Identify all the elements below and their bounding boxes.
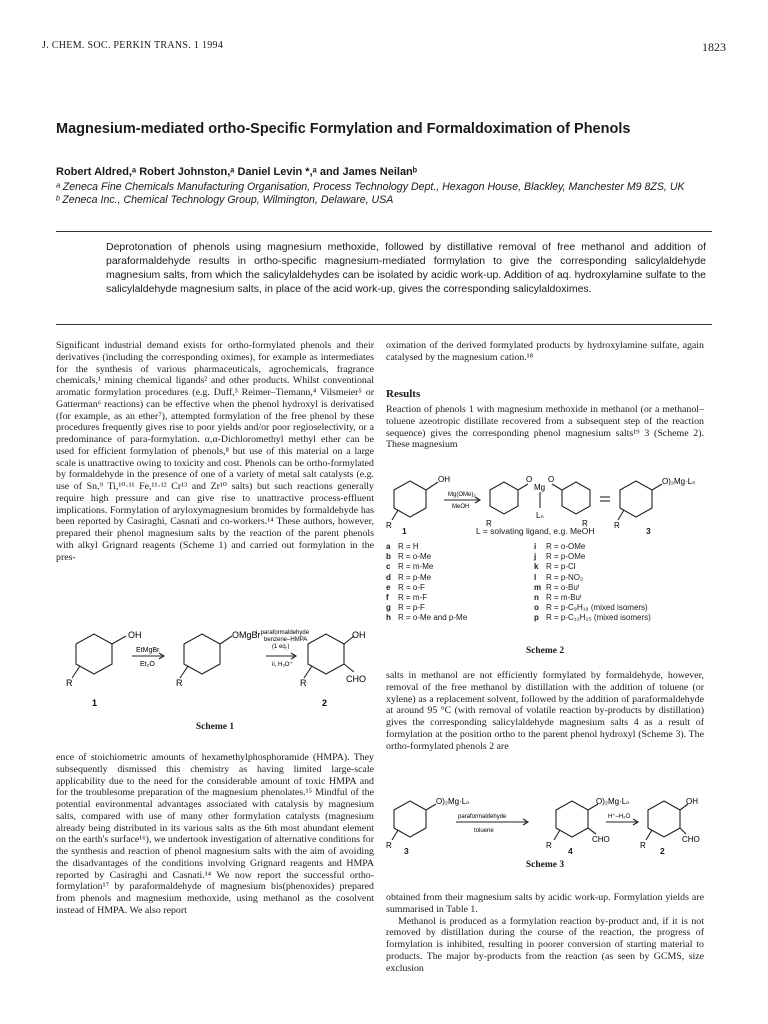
scheme2-o-left: O xyxy=(526,475,533,484)
paragraph: Methanol is produced as a formylation reaction by-product and, if it is not removed by distillation during the course of the reaction, the progress of formylation is inhibited, resulting in poorer conversion of starting material to products. The major by-products from the reaction (as seen by GCMS, size exclusion xyxy=(386,915,704,974)
scheme1-reagent-bottom: Et₂O xyxy=(140,661,155,668)
paragraph: Significant industrial demand exists for ortho-formylated phenols and their derivatives (including the corresponding oximes), for example as intermediates for the synthesis of various pharmaceuticals, agrochemicals, fragrance chemicals,¹ mining chemical ligands² and other products. Whilst conventional aromatic formylation procedures (e.g. Duff,³ Reimer–Tiemann,⁴ Vilsmeier⁵ or Gatterman⁶ reactions) can be effective when the phenol hydroxyl is derivatised (for example, as an ether⁷), attempted formylation of the free phenol by these procedures frequently gives rise to poor yields and/or poor regioselectivity, or a predominance of para-formylation. α,α-Dichloromethyl methyl ether can be used for efficient formylation of phenols,⁸ but use of this material on a large scale is unattractive owing to toxicity and cost. Phenols can be ortho-formylated by formaldehyde in the presence of one of a variety of metal salt catalysts (e.g. use of Sn,⁹ Ti,¹⁰·¹¹ Fe,¹¹·¹² Cr¹³ and Zr¹⁰ salts) but such reactions generally require high pressure and can give rise to unattractive process-effluent implications. Formylation of aryloxymagnesium bromides by formaldehyde has been reported by Casiraghi, Casnati and co-workers.¹⁴ These authors, however, prepared their phenol magnesium salts by the reaction of the parent phenols with alkyl Grignard reagents (Scheme 1) and carried out formylation in the pres- xyxy=(56,340,374,563)
substituent-value: R = p-C₁₂H₂₅ (mixed isomers) xyxy=(546,613,651,623)
substituent-row xyxy=(386,603,536,613)
scheme2-r-2: R xyxy=(486,519,492,528)
benzene-ring-4 xyxy=(620,481,652,517)
body-text-right-top xyxy=(386,340,704,364)
page-number: 1823 xyxy=(702,40,726,54)
abstract-top-rule xyxy=(56,231,712,232)
scheme3-r-1: R xyxy=(386,841,392,850)
substituent-key: j xyxy=(534,552,537,562)
scheme3-r-2: R xyxy=(546,841,552,850)
author-list: Robert Aldred,ᵃ Robert Johnston,ᵃ Daniel Levin *,ᵃ and James Neilanᵇ xyxy=(56,166,418,178)
scheme2-o-right: O xyxy=(548,475,555,484)
scheme3-mid-cho: CHO xyxy=(592,835,610,844)
substituent-value: R = m-Buᵗ xyxy=(546,593,582,603)
substituent-key: f xyxy=(386,593,389,603)
substituent-value: R = p-NO₂ xyxy=(546,572,584,582)
body-text-left-bottom xyxy=(56,752,374,917)
scheme3-reagent-2: H⁺–H₂O xyxy=(608,814,631,820)
substituent-row xyxy=(386,613,536,623)
compound-2-label: 2 xyxy=(322,698,328,708)
scheme2-ln: Lₙ xyxy=(536,511,544,520)
substituent-row xyxy=(386,542,536,552)
benzene-ring-3 xyxy=(562,482,590,514)
scheme2-mg: Mg xyxy=(534,483,546,492)
substituent-value: R = p-OMe xyxy=(546,552,586,562)
compound-4-label: 4 xyxy=(568,846,573,856)
substituent-value: R = H xyxy=(398,542,419,551)
affiliation-a: ᵃ Zeneca Fine Chemicals Manufacturing Organisation, Process Technology Dept., Hexagon House, Blackley, Manchester M9 8ZS, UK xyxy=(56,181,685,193)
paragraph: salts in methanol are not efficiently formylated by formaldehyde, however, removal of the free methanol by distillation with the addition of toluene (or xylene) as a replacement solvent, followed by the addition of paraformaldehyde at around 95 °C (with removal of volatile reaction by-products by distillation) gives the corresponding salicylaldehyde magnesium salts 4 as a result of formylation at the position ortho to the parent phenol hydroxyl (Scheme 3). The ortho-formylated phenols 2 are xyxy=(386,670,704,752)
substituent-row xyxy=(534,583,706,593)
substituent-key: m xyxy=(534,582,542,592)
paragraph: oximation of the derived formylated products by hydroxylamine sulfate, again catalysed by the magnesium cation.¹⁸ xyxy=(386,340,704,363)
scheme2-r-1: R xyxy=(386,521,392,530)
benzene-ring-2 xyxy=(184,634,220,674)
scheme1-product-cho: CHO xyxy=(346,674,366,684)
substituent-list-left xyxy=(386,542,536,624)
substituent-list-right xyxy=(534,542,706,624)
scheme1-reagent-top: EtMgBr xyxy=(136,647,160,654)
substituent-row xyxy=(534,603,706,613)
substituent-row xyxy=(534,552,706,562)
substituent-key: n xyxy=(534,593,539,603)
substituent-key: g xyxy=(386,603,391,613)
affiliation-b: ᵇ Zeneca Inc., Chemical Technology Group, Wilmington, Delaware, USA xyxy=(56,194,394,207)
substituent-key: b xyxy=(386,552,391,562)
scheme1-condition-4: ii, H₃O⁺ xyxy=(272,662,293,668)
paragraph: obtained from their magnesium salts by acidic work-up. Formylation yields are summarised in Table 1. xyxy=(386,892,704,915)
substituent-value: R = o-F xyxy=(398,582,425,592)
compound-2-label: 2 xyxy=(660,846,665,856)
ligand-note: L = solvating ligand, e.g. MeOH xyxy=(476,526,595,536)
benzene-ring-3 xyxy=(308,634,344,674)
scheme2-oh: OH xyxy=(438,475,450,484)
substituent-row xyxy=(534,562,706,572)
substituent-row xyxy=(534,593,706,603)
scheme-3-diagram xyxy=(386,790,704,852)
substituent-row xyxy=(386,593,536,603)
scheme2-product: O)₂Mg·Lₙ xyxy=(662,477,696,486)
scheme3-r-3: R xyxy=(640,841,646,850)
substituent-value: R = o-Me and p-Me xyxy=(398,613,468,623)
substituent-row xyxy=(386,562,536,572)
benzene-ring-2 xyxy=(556,801,588,837)
scheme2-reagent-top: Mg(OMe)₂ xyxy=(448,492,476,498)
substituent-key: i xyxy=(534,542,537,551)
scheme1-r-2: R xyxy=(176,678,183,688)
substituent-value: R = p-C₉H₁₉ (mixed isomers) xyxy=(546,603,648,613)
benzene-ring-3 xyxy=(648,801,680,837)
substituent-value: R = p-Cl xyxy=(546,562,576,572)
substituent-row xyxy=(534,542,706,552)
scheme3-reagent-top: paraformaldehyde xyxy=(458,814,507,820)
scheme3-product-cho: CHO xyxy=(682,835,700,844)
abstract: Deprotonation of phenols using magnesium methoxide, followed by distillative removal of free methanol and addition of paraformaldehyde results in ortho-specific magnesium-mediated formylation to give the corresponding salicylaldehyde magnesium salts, from which the salicylaldehydes can be isolated by acidic work-up. Addition of aq. hydroxylamine sulfate to the salicylaldehyde magnesium salts, in place of the acid work-up, gives the corresponding salicylaldoximes. xyxy=(106,241,706,296)
substituent-row xyxy=(386,552,536,562)
substituent-key: e xyxy=(386,582,391,592)
paragraph: ence of stoichiometric amounts of hexamethylphosphoramide (HMPA). They subsequently dismissed this chemistry as having limited large-scale applicability due to the need for the considerable amount of toxic HMPA and for the troublesome preparation of the magnesium phenolates.¹⁵ Mindful of the potential environmental advantages associated with catalysis by magnesium salts, compared with use of many other formylation catalysts (magnesium already being distributed in its various salts as the 6th most abundant element on the earth's surface¹⁶), we undertook investigation of alternative conditions for the synthesis and reaction of phenol magnesium salts with the aim of avoiding the disadvantages of the conditions involving Grignard reagents and HMPA reported by Casiraghi and Casnati.¹⁴ We now report the successful ortho-formylation¹⁷ by paraformaldehyde of magnesium bis(phenoxides) prepared from phenols and magnesium methoxide, using methanol as the cosolvent instead of HMPA. We also report xyxy=(56,752,374,916)
substituent-key: o xyxy=(534,603,539,613)
results-paragraph: Reaction of phenols 1 with magnesium methoxide in methanol (or a methanol–toluene azeotropic distillate recovered from a subsequent step of the reaction sequence) gives the corresponding phenol magnesium salts¹⁹ 3 (Scheme 2). These magnesium xyxy=(386,404,704,451)
scheme3-mid: O)₂Mg·Lₙ xyxy=(596,797,630,806)
scheme1-condition-3: (1 eq.) xyxy=(272,644,290,650)
compound-1-label: 1 xyxy=(402,526,407,536)
scheme-1-diagram xyxy=(56,626,374,726)
substituent-row xyxy=(534,613,706,623)
compound-3-label: 3 xyxy=(404,846,409,856)
abstract-bottom-rule xyxy=(56,324,712,325)
article-title: Magnesium-mediated ortho-Specific Formylation and Formaldoximation of Phenols xyxy=(56,121,631,137)
scheme3-start: O)₂Mg·Lₙ xyxy=(436,797,470,806)
substituent-row xyxy=(386,583,536,593)
scheme1-r-1: R xyxy=(66,678,73,688)
substituent-value: R = o-Buᵗ xyxy=(546,582,580,592)
affiliations xyxy=(56,181,696,207)
substituent-value: R = m-Me xyxy=(398,562,434,572)
scheme1-omgbr: OMgBr xyxy=(232,630,261,640)
scheme1-r-3: R xyxy=(300,678,307,688)
compound-1-label: 1 xyxy=(92,698,98,708)
scheme-1-caption: Scheme 1 xyxy=(195,722,235,732)
scheme1-condition-2: benzene–HMPA xyxy=(264,637,308,643)
scheme1-condition-1: i, paraformaldehyde xyxy=(256,630,310,636)
scheme-3-compound-row xyxy=(386,846,704,856)
scheme-2-caption: Scheme 2 xyxy=(525,646,565,656)
benzene-ring-1 xyxy=(394,801,426,837)
scheme1-oh: OH xyxy=(128,630,142,640)
substituent-key: l xyxy=(534,572,537,582)
scheme3-product-oh: OH xyxy=(686,797,698,806)
substituent-key: d xyxy=(386,572,391,582)
scheme2-r-4: R xyxy=(614,521,620,530)
substituent-value: R = o-OMe xyxy=(546,542,586,551)
compound-3-label: 3 xyxy=(646,526,651,536)
substituent-key: k xyxy=(534,562,539,572)
substituent-key: c xyxy=(386,562,391,572)
scheme2-r-3: R xyxy=(582,519,588,528)
benzene-ring-2 xyxy=(490,482,518,514)
scheme-3-caption: Scheme 3 xyxy=(525,860,565,870)
running-head xyxy=(42,40,726,54)
scheme3-reagent-bottom: toluene xyxy=(474,828,494,834)
substituent-value: R = m-F xyxy=(398,593,428,603)
body-text-right-bottom xyxy=(386,892,704,974)
scheme1-product-oh: OH xyxy=(352,630,366,640)
substituent-value: R = p-F xyxy=(398,603,425,613)
substituent-row xyxy=(386,573,536,583)
substituent-row xyxy=(534,573,706,583)
substituent-value: R = p-Me xyxy=(398,572,432,582)
journal-citation: J. CHEM. SOC. PERKIN TRANS. 1 1994 xyxy=(42,40,224,51)
benzene-ring-1 xyxy=(76,634,112,674)
benzene-ring-1 xyxy=(394,481,426,517)
results-heading: Results xyxy=(386,388,421,400)
body-text-left-top xyxy=(56,340,374,563)
scheme2-reagent-bottom: MeOH xyxy=(452,504,470,510)
substituent-key: h xyxy=(386,613,391,623)
scheme-2-compound-row xyxy=(386,526,704,538)
body-text-right-mid xyxy=(386,670,704,752)
substituent-value: R = o-Me xyxy=(398,552,432,562)
substituent-key: p xyxy=(534,613,539,623)
substituent-key: a xyxy=(386,542,391,551)
